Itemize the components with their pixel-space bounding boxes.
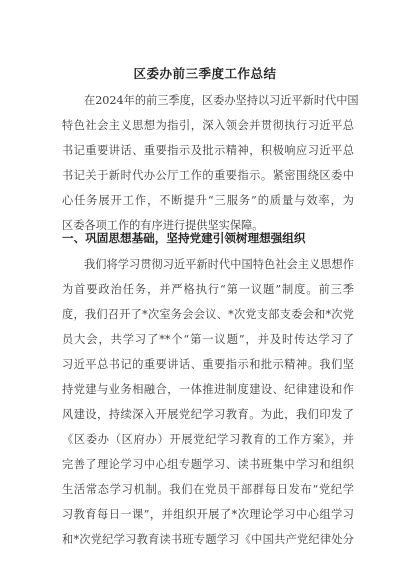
text-line: 在2024年的前三季度，区委办坚持以习近平新时代中国 xyxy=(84,94,359,107)
section-heading: 一、巩固思想基础，坚持党建引领树理想强组织 xyxy=(62,231,306,245)
text-line: 完善了理论学习中心组专题学习、读书班集中学习和组织 xyxy=(62,458,354,471)
text-line: 为首要政治任务，并严格执行“第一议题”制度。前三季 xyxy=(62,283,354,296)
document-title: 区委办前三季度工作总结 xyxy=(133,66,277,81)
text-line: 生活常态学习机制。我们在党员干部群每日发布“党纪学 xyxy=(62,483,354,496)
text-line: 我们将学习贯彻习近平新时代中国特色社会主义思想作 xyxy=(84,258,354,271)
section-paragraph xyxy=(62,252,354,552)
text-line: 《区委办（区府办）开展党纪学习教育的工作方案》，并 xyxy=(62,433,354,446)
text-line: 习教育每日一课”，并组织开展了*次理论学习中心组学习 xyxy=(62,508,354,521)
intro-paragraph xyxy=(62,88,359,238)
text-line: 习近平总书记的重要讲话、重要指示和批示精神。我们坚 xyxy=(62,358,354,371)
text-line: 书记关于新时代办公厅工作的重要指示。紧密围绕区委中 xyxy=(62,169,354,182)
text-line: 度，我们召开了*次室务会会议、*次党支部支委会和*次党 xyxy=(62,308,354,321)
text-line: 员大会，共学习了**个“第一议题”，并及时传达学习了 xyxy=(62,333,354,346)
text-line: 心任务展开工作，不断提升“三服务”的质量与效率，为 xyxy=(62,194,354,207)
text-line: 书记重要讲话、重要指示及批示精神，积极响应习近平总 xyxy=(62,144,354,157)
text-line: 区委各项工作的有序进行提供坚实保障。 xyxy=(62,219,264,232)
text-line: 持党建与业务相融合，一体推进制度建设、纪律建设和作 xyxy=(62,383,354,396)
text-line: 特色社会主义思想为指引，深入领会并贯彻执行习近平总 xyxy=(62,119,354,132)
text-line: 和*次党纪学习教育读书班专题学习《中国共产党纪律处分 xyxy=(62,533,354,546)
text-line: 风建设，持续深入开展党纪学习教育。为此，我们印发了 xyxy=(62,408,354,421)
